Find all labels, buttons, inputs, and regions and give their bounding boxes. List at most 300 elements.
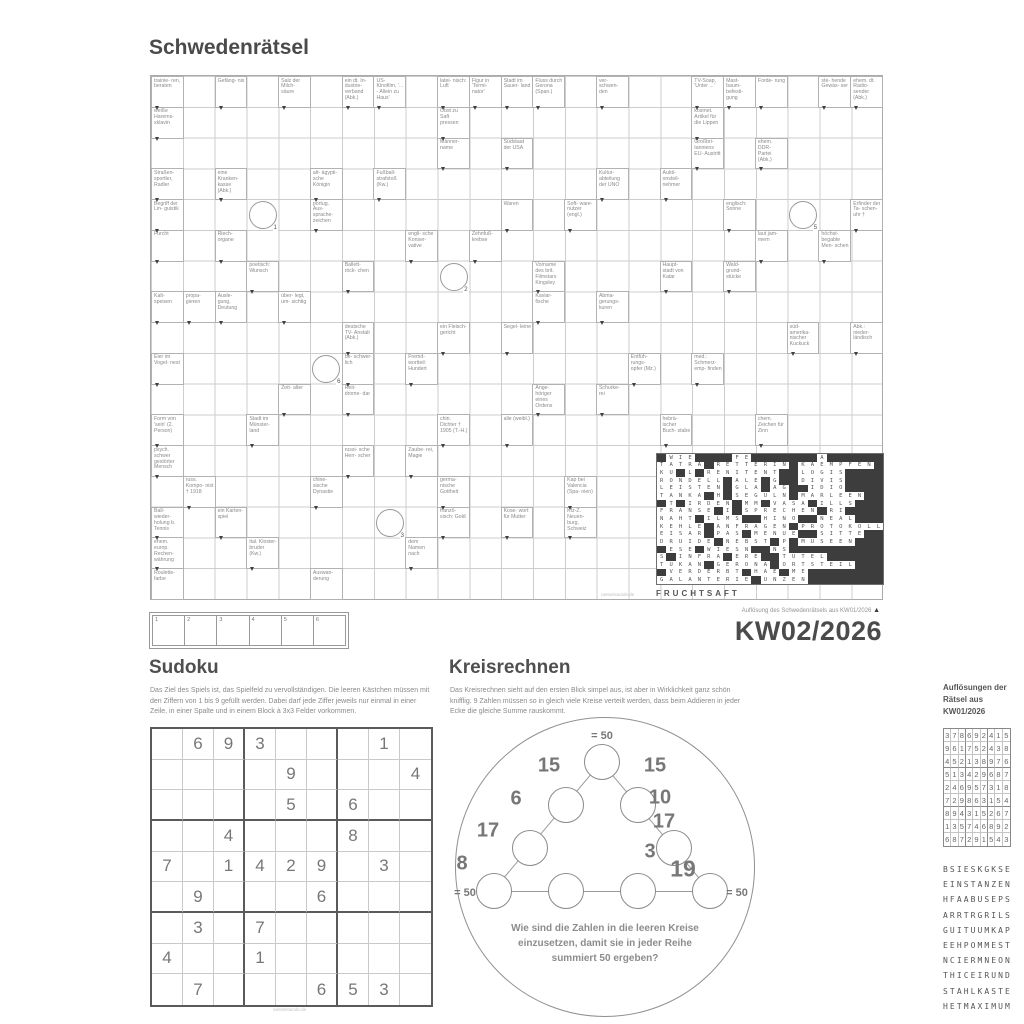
answer-strip-cell bbox=[185, 616, 217, 645]
clue-arrow-icon bbox=[441, 352, 445, 356]
solution-cell bbox=[845, 553, 854, 561]
solution-cell: A bbox=[763, 569, 767, 576]
crossword-clue: Aukti- onsteil- nehmer bbox=[660, 168, 693, 200]
solution-cell: E bbox=[697, 523, 702, 530]
solution-cell bbox=[874, 576, 883, 584]
solution-cell bbox=[827, 569, 836, 577]
solution-cell bbox=[864, 477, 873, 485]
crossword-clue: Haupt- stadt von Katar bbox=[660, 261, 693, 293]
solution-cell: O bbox=[820, 523, 824, 530]
schwedenraetsel-title: Schwedenrätsel bbox=[149, 36, 309, 59]
sudoku-cell: 7 bbox=[245, 913, 276, 944]
solution-cell bbox=[855, 469, 864, 477]
solution-cell: F bbox=[735, 454, 739, 461]
wordsearch-letter: M bbox=[991, 1001, 997, 1011]
crossword-clue: Zeit- alter bbox=[278, 384, 311, 416]
crossword-clue: chin. Dichter † 1905 (T.-H.) bbox=[437, 414, 470, 446]
sudoku-cell: 4 bbox=[152, 944, 183, 975]
sudoku-cell: 6 bbox=[307, 882, 338, 913]
week-label: KW02/2026 bbox=[734, 616, 882, 646]
crossword-clue: ein Fleisch- gericht bbox=[437, 322, 470, 354]
solution-cell bbox=[808, 500, 817, 508]
crossword-clue: russ. Kompo- nist † 1918 bbox=[183, 476, 216, 508]
solution-cell: L bbox=[867, 523, 871, 530]
solution-cell bbox=[770, 454, 779, 462]
solution-cell: S bbox=[820, 531, 824, 538]
clue-arrow-icon bbox=[505, 444, 509, 448]
wordsearch-letter: U bbox=[949, 925, 955, 935]
solution-cell bbox=[751, 546, 760, 554]
sudoku-solution-cell: 1 bbox=[966, 755, 973, 768]
sudoku-solution-cell: 3 bbox=[959, 768, 966, 781]
wordsearch-letter: U bbox=[977, 895, 983, 905]
clue-arrow-icon bbox=[536, 290, 540, 294]
crossword-clue: Reit- drome- dar bbox=[342, 384, 375, 416]
wordsearch-letter: K bbox=[977, 865, 983, 875]
clue-arrow-icon bbox=[346, 352, 350, 356]
solution-cell: A bbox=[839, 515, 843, 522]
clue-arrow-icon bbox=[282, 321, 286, 325]
solution-cell: L bbox=[688, 470, 692, 477]
solution-cell bbox=[874, 500, 883, 508]
wordsearch-letter: K bbox=[991, 925, 997, 935]
sudoku-cell: 3 bbox=[369, 974, 400, 1005]
wordsearch-letter: E bbox=[963, 865, 969, 875]
crossword-grid bbox=[150, 75, 883, 600]
sudoku-solution-cell: 2 bbox=[959, 755, 966, 768]
wordsearch-letter: L bbox=[998, 910, 1003, 920]
clue-arrow-icon bbox=[536, 106, 540, 110]
solution-cell: N bbox=[678, 477, 683, 484]
sudoku-cell: 1 bbox=[214, 852, 245, 883]
wordsearch-letter: I bbox=[956, 971, 962, 981]
solution-row bbox=[657, 515, 883, 523]
sudoku-solution-cell: 7 bbox=[1003, 807, 1010, 820]
solution-cell bbox=[808, 530, 817, 538]
previous-solution-block bbox=[656, 453, 884, 585]
solution-cell: G bbox=[735, 485, 739, 492]
wordsearch-solution-grid bbox=[942, 862, 1012, 1014]
solution-cell bbox=[695, 546, 704, 554]
solution-cell: R bbox=[707, 470, 711, 477]
wordsearch-letter: A bbox=[956, 895, 962, 905]
up-triangle-icon: ▲ bbox=[873, 607, 880, 614]
sudoku-grid bbox=[150, 727, 433, 1007]
solution-cell: A bbox=[810, 493, 815, 500]
solution-cell: E bbox=[707, 508, 711, 515]
wordsearch-letter: N bbox=[1005, 956, 1010, 966]
solution-cell bbox=[864, 538, 873, 546]
given-number: 17 bbox=[476, 819, 500, 842]
sudoku-cell bbox=[152, 821, 183, 852]
sudoku-cell bbox=[400, 790, 431, 821]
sudoku-solution-cell: 3 bbox=[973, 755, 980, 768]
empty-circle bbox=[620, 873, 656, 909]
solution-cell: L bbox=[660, 485, 664, 492]
clue-arrow-icon bbox=[187, 506, 191, 510]
sudoku-cell bbox=[338, 760, 369, 791]
solution-cell: A bbox=[669, 515, 673, 522]
wordsearch-letter: U bbox=[970, 925, 976, 935]
solution-cell bbox=[695, 454, 704, 462]
wordsearch-letter: I bbox=[949, 880, 955, 890]
wordsearch-letter: A bbox=[956, 986, 962, 996]
clue-arrow-icon bbox=[822, 260, 826, 264]
solution-cell: U bbox=[782, 531, 786, 538]
sudoku-cell bbox=[183, 852, 214, 883]
sudoku-solution-cell: 3 bbox=[951, 820, 958, 833]
clue-arrow-icon bbox=[441, 506, 445, 510]
solution-cell: R bbox=[716, 569, 720, 576]
solution-row bbox=[657, 469, 883, 477]
solution-cell: L bbox=[829, 493, 833, 500]
solution-cell: E bbox=[678, 569, 683, 576]
solution-cell bbox=[798, 454, 807, 462]
solution-cell: W bbox=[669, 454, 673, 461]
sudoku-cell bbox=[214, 760, 245, 791]
sudoku-solution-cell: 7 bbox=[959, 833, 966, 846]
wordsearch-row bbox=[942, 862, 1012, 877]
sudoku-solution-cell: 8 bbox=[981, 755, 988, 768]
solution-cell: R bbox=[763, 508, 767, 515]
solution-row bbox=[657, 454, 883, 462]
crossword-clue: Soft- ware- nutzer (engl.) bbox=[564, 199, 597, 231]
solution-cell: U bbox=[763, 577, 767, 584]
sudoku-solution-cell: 1 bbox=[944, 820, 951, 833]
triangle-edge-line bbox=[494, 891, 710, 892]
solution-cell bbox=[874, 515, 883, 523]
solution-cell: A bbox=[697, 493, 702, 500]
solution-cell bbox=[723, 485, 732, 493]
solution-cell: S bbox=[660, 554, 664, 561]
crossword-clue: ver- schwen- den bbox=[596, 76, 629, 108]
solution-cell: I bbox=[678, 454, 683, 461]
sudoku-cell: 6 bbox=[183, 729, 214, 760]
crossword-clue: US- Kinofilm, '... - Allein zu Haus' bbox=[373, 76, 406, 108]
sudoku-solution-cell: 5 bbox=[973, 742, 980, 755]
solution-cell: R bbox=[697, 531, 702, 538]
crossword-clue: kosmet. Artikel für die Lippen bbox=[691, 107, 724, 139]
solution-cell bbox=[845, 576, 854, 584]
solution-cell: R bbox=[688, 569, 692, 576]
solutions-heading-line1: Auflösungen der bbox=[943, 683, 1007, 692]
solution-cell bbox=[864, 469, 873, 477]
empty-circle bbox=[512, 830, 548, 866]
solution-cell: A bbox=[716, 554, 720, 561]
wordsearch-letter: K bbox=[977, 986, 983, 996]
crossword-clue: Stadt im Sauer- land bbox=[501, 76, 534, 108]
solution-cell: R bbox=[660, 477, 664, 484]
crossword-clue: englisch: Sonne bbox=[723, 199, 756, 231]
clue-arrow-icon bbox=[219, 106, 223, 110]
sudoku-cell bbox=[245, 760, 276, 791]
solution-cell: E bbox=[726, 561, 730, 568]
wordsearch-row bbox=[942, 984, 1012, 999]
solution-cell: T bbox=[820, 561, 824, 568]
solution-cell: P bbox=[754, 508, 758, 515]
solution-cell: I bbox=[716, 546, 720, 553]
clue-arrow-icon bbox=[536, 321, 540, 325]
sudoku-solution-cell: 9 bbox=[959, 794, 966, 807]
wordsearch-letter: P bbox=[998, 895, 1003, 905]
circled-letter-number: 6 bbox=[337, 378, 341, 385]
kreisrechnen-title: Kreisrechnen bbox=[449, 657, 571, 678]
clue-arrow-icon bbox=[505, 536, 509, 540]
solution-cell bbox=[808, 515, 817, 523]
crossword-clue: eine Kranken- kasse (Abk.) bbox=[215, 168, 248, 200]
solution-cell: T bbox=[669, 500, 673, 507]
wordsearch-letter: B bbox=[970, 895, 976, 905]
sudoku-solution-cell: 8 bbox=[995, 768, 1002, 781]
sudoku-solution-cell: 8 bbox=[1003, 781, 1010, 794]
solution-cell: K bbox=[678, 561, 683, 568]
solution-cell bbox=[714, 507, 723, 515]
crossword-clue: trainie- ren, beraten bbox=[151, 76, 184, 108]
sudoku-solution-cell: 2 bbox=[973, 768, 980, 781]
solution-cell: C bbox=[782, 508, 786, 515]
solution-cell bbox=[657, 569, 666, 577]
solution-row bbox=[657, 485, 883, 493]
solution-cell: R bbox=[791, 561, 796, 568]
solution-cell: H bbox=[754, 569, 758, 576]
clue-arrow-icon bbox=[568, 229, 572, 233]
solution-cell: E bbox=[810, 554, 815, 561]
solution-cell bbox=[855, 553, 864, 561]
wordsearch-letter: A bbox=[970, 1001, 976, 1011]
wordsearch-letter: U bbox=[991, 971, 997, 981]
crossword-clue: ste- hende Gewäs- ser bbox=[818, 76, 851, 108]
solution-row bbox=[657, 492, 883, 500]
solution-cell bbox=[864, 515, 873, 523]
wordsearch-letter: H bbox=[956, 941, 962, 951]
wordsearch-letter: I bbox=[991, 910, 997, 920]
clue-arrow-icon bbox=[155, 198, 159, 202]
crossword-clue: deutsche TV- Anstalt (Abk.) bbox=[342, 322, 375, 354]
solution-cell: R bbox=[716, 462, 720, 469]
solution-cell: L bbox=[848, 515, 852, 522]
answer-strip-cell bbox=[153, 616, 185, 645]
solution-cell: N bbox=[678, 493, 683, 500]
solution-cell bbox=[657, 454, 666, 462]
sudoku-solution-cell: 9 bbox=[973, 833, 980, 846]
solution-cell: N bbox=[773, 531, 777, 538]
crossword-clue: Roulette- farbe bbox=[151, 568, 184, 600]
solution-cell: L bbox=[801, 470, 805, 477]
wordsearch-letter: S bbox=[1005, 895, 1010, 905]
solution-cell: I bbox=[810, 477, 815, 484]
sudoku-cell bbox=[276, 974, 307, 1005]
circled-letter-number: 1 bbox=[273, 225, 277, 232]
solutions-heading-line2: Rätsel aus KW01/2026 bbox=[943, 695, 986, 716]
sudoku-solution-cell: 4 bbox=[988, 742, 995, 755]
crossword-clue: Kfz-Z. Neuen- burg, Schweiz bbox=[564, 507, 597, 539]
given-number: 10 bbox=[648, 786, 672, 809]
solution-cell: A bbox=[773, 485, 777, 492]
given-number: 15 bbox=[537, 754, 561, 777]
solution-cell bbox=[845, 546, 854, 554]
solution-cell bbox=[723, 477, 732, 485]
crossword-clue: Entfüh- rungs- opfer (Mz.) bbox=[628, 353, 661, 385]
crossword-clue: Ball- wieder- holung b. Tennis bbox=[151, 507, 184, 539]
solution-cell bbox=[864, 485, 873, 493]
target-sum-label: = 50 bbox=[726, 887, 748, 899]
solution-cell: P bbox=[839, 462, 843, 469]
empty-circle bbox=[692, 873, 728, 909]
clue-arrow-icon bbox=[568, 536, 572, 540]
crossword-clue: ehem. europ. Rechen- währung bbox=[151, 537, 184, 569]
clue-arrow-icon bbox=[759, 260, 763, 264]
solution-cell: I bbox=[829, 470, 833, 477]
solution-cell: V bbox=[820, 477, 824, 484]
clue-arrow-icon bbox=[409, 567, 413, 571]
solution-cell: T bbox=[735, 462, 739, 469]
sudoku-solution-cell: 8 bbox=[959, 729, 966, 742]
solution-cell: I bbox=[839, 561, 843, 568]
sudoku-solution-cell: 7 bbox=[1003, 768, 1010, 781]
wordsearch-letter: O bbox=[998, 956, 1003, 966]
clue-arrow-icon bbox=[250, 444, 254, 448]
solution-cell: U bbox=[678, 538, 683, 545]
clue-arrow-icon bbox=[155, 106, 159, 110]
wordsearch-letter: I bbox=[984, 1001, 990, 1011]
solution-cell: G bbox=[660, 577, 664, 584]
clue-arrow-icon bbox=[155, 137, 159, 141]
crossword-clue: TV-Soap, 'Unter ...' bbox=[691, 76, 724, 108]
solution-cell: M bbox=[801, 493, 805, 500]
clue-arrow-icon bbox=[695, 137, 699, 141]
solution-cell: D bbox=[697, 538, 702, 545]
solution-cell: T bbox=[735, 569, 739, 576]
solution-cell: T bbox=[660, 561, 664, 568]
solution-cell: A bbox=[688, 531, 692, 538]
circled-letter-mark bbox=[440, 263, 468, 291]
solution-cell: N bbox=[801, 577, 805, 584]
solution-cell bbox=[836, 576, 845, 584]
wordsearch-letter: D bbox=[1005, 971, 1010, 981]
sudoku-solution-cell: 4 bbox=[944, 755, 951, 768]
solution-cell: N bbox=[688, 554, 692, 561]
crossword-clue: ital. Kloster- bruder (Kw.) bbox=[246, 537, 279, 569]
solution-cell bbox=[761, 553, 770, 561]
sudoku-cell bbox=[369, 760, 400, 791]
crossword-clue: Schurke- rei bbox=[596, 384, 629, 416]
clue-arrow-icon bbox=[505, 106, 509, 110]
solution-cell bbox=[761, 500, 770, 508]
solution-cell: U bbox=[763, 493, 767, 500]
crossword-clue: Kose- wort für Mutter bbox=[501, 507, 534, 539]
crossword-clue: Riech- organe bbox=[215, 230, 248, 262]
solution-cell bbox=[732, 507, 741, 515]
solution-cell: N bbox=[754, 561, 758, 568]
sudoku-cell: 4 bbox=[245, 852, 276, 883]
solution-cell: A bbox=[754, 523, 758, 530]
solution-cell: H bbox=[678, 515, 683, 522]
solution-cell: S bbox=[735, 515, 739, 522]
solution-cell bbox=[742, 569, 751, 577]
solution-cell: L bbox=[744, 477, 749, 484]
clue-arrow-icon bbox=[314, 506, 318, 510]
solution-cell: S bbox=[848, 500, 852, 507]
clue-arrow-icon bbox=[377, 106, 381, 110]
wordsearch-letter: E bbox=[991, 941, 997, 951]
sudoku-solution-cell: 8 bbox=[966, 794, 973, 807]
solution-cell bbox=[874, 546, 883, 554]
solution-cell: T bbox=[829, 523, 833, 530]
wordsearch-letter: S bbox=[943, 986, 948, 996]
wordsearch-row bbox=[942, 923, 1012, 938]
sudoku-cell bbox=[214, 790, 245, 821]
solution-cell: R bbox=[707, 554, 711, 561]
wordsearch-letter: M bbox=[977, 941, 983, 951]
crossword-clue: dem Namen nach bbox=[405, 537, 438, 569]
solution-cell bbox=[695, 515, 704, 523]
wordsearch-letter: I bbox=[956, 956, 962, 966]
solution-cell: A bbox=[678, 508, 683, 515]
wordsearch-letter: L bbox=[970, 986, 976, 996]
wordsearch-letter: P bbox=[1005, 925, 1010, 935]
solution-cell bbox=[874, 462, 883, 470]
solution-cell: G bbox=[773, 477, 777, 484]
solution-cell: D bbox=[660, 538, 664, 545]
solution-cell: D bbox=[688, 477, 692, 484]
wordsearch-letter: T bbox=[998, 986, 1003, 996]
solution-cell: L bbox=[876, 523, 881, 530]
solution-cell: M bbox=[754, 531, 758, 538]
sudoku-solution-cell: 8 bbox=[988, 820, 995, 833]
sudoku-cell: 9 bbox=[214, 729, 245, 760]
solution-cell: S bbox=[791, 500, 796, 507]
solution-cell: F bbox=[697, 554, 702, 561]
sudoku-solution-cell: 2 bbox=[981, 742, 988, 755]
answer-strip-number: 1 bbox=[155, 617, 159, 623]
solution-cell: A bbox=[726, 531, 730, 538]
wordsearch-row bbox=[942, 999, 1012, 1014]
wordsearch-letter: T bbox=[970, 880, 976, 890]
answer-strip-cell bbox=[217, 616, 249, 645]
clue-arrow-icon bbox=[441, 167, 445, 171]
wordsearch-letter: E bbox=[1005, 986, 1010, 996]
solution-cell: N bbox=[773, 546, 777, 553]
solution-cell: N bbox=[782, 523, 786, 530]
solution-cell bbox=[789, 477, 798, 485]
solution-cell: I bbox=[726, 508, 730, 515]
solution-cell: E bbox=[801, 569, 805, 576]
crossword-clue: psych. schwer gestörter Mensch bbox=[151, 445, 184, 477]
crossword-clue: süd- amerika- nischer Kuckuck bbox=[787, 322, 820, 354]
solution-cell: E bbox=[726, 462, 730, 469]
clue-arrow-icon bbox=[250, 567, 254, 571]
wordsearch-letter: H bbox=[949, 971, 955, 981]
wordsearch-letter: K bbox=[991, 865, 997, 875]
sudoku-intro: Das Ziel des Spiels ist, das Spielfeld zu vervollständigen. Die leeren Kästchen müssen mit den Ziffern von 1 bis 9 gefüllt werden. Dabei darf jede Ziffer jeweils nur einmal in einer Zeile, in einer Spalte und in einem Block à 3x3 Felder vorkommen. bbox=[150, 687, 430, 715]
sudoku-solution-cell: 7 bbox=[981, 781, 988, 794]
solution-cell: A bbox=[801, 500, 805, 507]
crossword-clue: chem. Zeichen für Zinn bbox=[755, 414, 788, 446]
solution-cell bbox=[864, 553, 873, 561]
solution-cell: I bbox=[773, 515, 777, 522]
sudoku-solution-cell: 8 bbox=[944, 807, 951, 820]
solution-cell: L bbox=[744, 485, 749, 492]
solution-cell: L bbox=[848, 561, 852, 568]
wordsearch-letter: E bbox=[991, 895, 997, 905]
sudoku-cell: 1 bbox=[369, 729, 400, 760]
crossword-clue: höchst- begabte Men- schen bbox=[818, 230, 851, 262]
sudoku-cell: 3 bbox=[183, 913, 214, 944]
crossword-clue: Stadt im Münster- land bbox=[246, 414, 279, 446]
solution-cell: S bbox=[820, 538, 824, 545]
solution-cell bbox=[657, 546, 666, 554]
watermark-text: raetselstunde.de bbox=[272, 1007, 307, 1012]
